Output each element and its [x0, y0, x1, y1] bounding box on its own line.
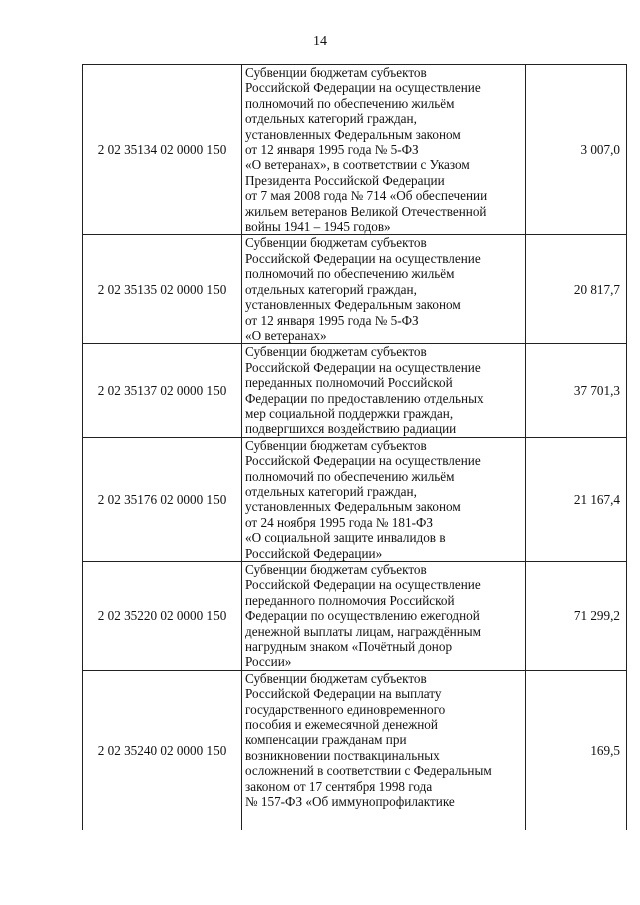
description-line: войны 1941 – 1945 годов»	[245, 219, 391, 235]
description-cell	[242, 437, 526, 561]
description-cell	[242, 65, 526, 235]
description-line: Субвенции бюджетам субъектов	[245, 670, 427, 686]
description-line: России»	[245, 654, 292, 670]
description-line: осложнений в соответствии с Федеральным	[245, 763, 492, 779]
table-row	[83, 437, 627, 561]
description-line: Федерации по осуществлению ежегодной	[245, 608, 480, 624]
description-line: переданных полномочий Российской	[245, 375, 453, 391]
budget-code-cell: 2 02 35137 02 0000 150	[83, 344, 242, 437]
description-line: от 12 января 1995 года № 5-ФЗ	[245, 312, 419, 328]
description-line: Российской Федерации»	[245, 545, 383, 561]
description-line: от 7 мая 2008 года № 714 «Об обеспечении	[245, 188, 488, 204]
description-line: установленных Федеральным законом	[245, 297, 461, 313]
table-row	[83, 235, 627, 344]
description-line: Российской Федерации на осуществление	[245, 577, 481, 593]
description-line: Федерации по предоставлению отдельных	[245, 390, 484, 406]
description-cell	[242, 235, 526, 344]
description-line: Российской Федерации на осуществление	[245, 359, 481, 375]
description-line: жильем ветеранов Великой Отечественной	[245, 203, 487, 219]
amount-cell: 37 701,3	[526, 344, 627, 437]
description-cell	[242, 562, 526, 671]
description-line: № 157-ФЗ «Об иммунопрофилактике	[245, 794, 455, 810]
description-line: полномочий по обеспечению жильём	[245, 266, 455, 282]
description-line: «О ветеранах», в соответствии с Указом	[245, 157, 470, 173]
description-line: возникновении поствакцинальных	[245, 747, 440, 763]
description-line: полномочий по обеспечению жильём	[245, 95, 455, 111]
amount-cell: 3 007,0	[526, 65, 627, 235]
description-line: Субвенции бюджетам субъектов	[245, 235, 427, 251]
description-line: «О ветеранах»	[245, 327, 327, 343]
budget-code-cell: 2 02 35220 02 0000 150	[83, 562, 242, 671]
description-cell	[242, 344, 526, 437]
budget-code-cell: 2 02 35176 02 0000 150	[83, 437, 242, 561]
description-line: государственного единовременного	[245, 701, 446, 717]
description-line: Российской Федерации на осуществление	[245, 250, 481, 266]
description-line: Субвенции бюджетам субъектов	[245, 344, 427, 360]
description-line: пособия и ежемесячной денежной	[245, 717, 438, 733]
amount-cell: 20 817,7	[526, 235, 627, 344]
description-line: Президента Российской Федерации	[245, 172, 445, 188]
description-line: отдельных категорий граждан,	[245, 281, 417, 297]
description-line: денежной выплаты лицам, награждённым	[245, 623, 481, 639]
budget-code-cell: 2 02 35134 02 0000 150	[83, 65, 242, 235]
page-number: 14	[313, 34, 327, 49]
description-line: «О социальной защите инвалидов в	[245, 530, 446, 546]
budget-code-cell: 2 02 35135 02 0000 150	[83, 235, 242, 344]
description-line: отдельных категорий граждан,	[245, 483, 417, 499]
description-line: законом от 17 сентября 1998 года	[245, 778, 433, 794]
description-line: Субвенции бюджетам субъектов	[245, 437, 427, 453]
description-line: полномочий по обеспечению жильём	[245, 468, 455, 484]
description-line: от 24 ноября 1995 года № 181-ФЗ	[245, 514, 433, 530]
table-row	[83, 670, 627, 830]
subventions-table	[82, 64, 627, 830]
description-cell	[242, 670, 526, 830]
table-row	[83, 344, 627, 437]
table-row	[83, 562, 627, 671]
subventions-table-body	[83, 65, 627, 830]
amount-cell: 71 299,2	[526, 562, 627, 671]
table-row	[83, 65, 627, 235]
description-line: нагрудным знаком «Почётный донор	[245, 639, 453, 655]
description-line: мер социальной поддержки граждан,	[245, 405, 454, 421]
description-line: Российской Федерации на осуществление	[245, 80, 481, 96]
description-line: отдельных категорий граждан,	[245, 111, 417, 127]
description-line: переданного полномочия Российской	[245, 592, 455, 608]
description-line: подвергшихся воздействию радиации	[245, 421, 457, 437]
description-line: установленных Федеральным законом	[245, 126, 461, 142]
description-line: установленных Федеральным законом	[245, 499, 461, 515]
description-line: Субвенции бюджетам субъектов	[245, 65, 427, 80]
description-line: Российской Федерации на выплату	[245, 686, 442, 702]
description-line: компенсации гражданам при	[245, 732, 407, 748]
amount-cell: 21 167,4	[526, 437, 627, 561]
budget-code-cell: 2 02 35240 02 0000 150	[83, 670, 242, 830]
description-line: от 12 января 1995 года № 5-ФЗ	[245, 142, 419, 158]
amount-cell: 169,5	[526, 670, 627, 830]
description-line: Российской Федерации на осуществление	[245, 453, 481, 469]
description-line: Субвенции бюджетам субъектов	[245, 562, 427, 577]
